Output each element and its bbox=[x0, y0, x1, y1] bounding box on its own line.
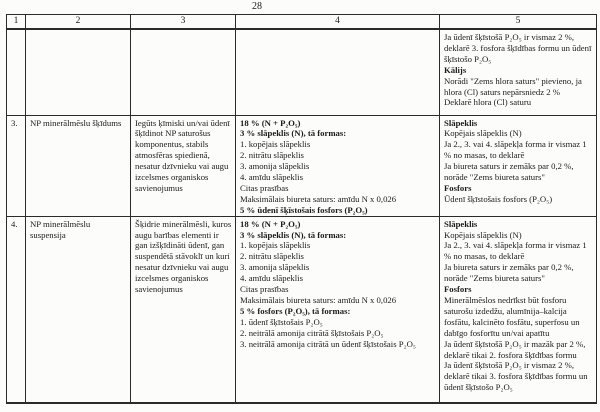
cell-text-line: Ja ūdenī šķīstošā P₂O₅ ir vismaz 2 %, deklarē 3. fosfora šķīdības formu un ūdenī šķīstošo P₂O₅ bbox=[444, 32, 592, 64]
fertilizer-types-table bbox=[6, 30, 597, 404]
cell-text-line: 3 % slāpeklis (N), tā formas: bbox=[240, 229, 347, 240]
cell-text-line: Ja 2., 3. vai 4. slāpekļa forma ir vismaz 1 % no masas, to deklarē bbox=[444, 240, 587, 262]
cell-text-line: 1. ūdenī šķīstošais P₂O₅ bbox=[240, 316, 323, 327]
cell-declaration bbox=[440, 30, 597, 115]
cell-requirements bbox=[236, 216, 440, 403]
cell-description: Šķidrie minerālmēsli, kuros augu barības elementi ir gan izšķīdināti ūdenī, gan suspendētā stāvoklī un kuri nesatur dzīvnieku vai augu izcelsmes organiskos savienojumus bbox=[131, 216, 236, 403]
cell-text-line: 2. nitrātu slāpeklis bbox=[240, 251, 304, 262]
cell-requirements bbox=[236, 30, 440, 115]
cell-row-number: 3. bbox=[7, 115, 26, 216]
cell-text-line: Minerālmēslos nedrīkst būt fosforu saturošu izdedžu, alumīnija–kalcija fosfātu, kalcinēto fosfātu, superfosu un dabīgo fosforītu un/vai apatītu bbox=[444, 295, 580, 338]
cell-text-line: Slāpeklis bbox=[444, 218, 478, 229]
table-row-3 bbox=[7, 115, 597, 216]
cell-type-name: NP minerālmēslu suspensija bbox=[26, 216, 131, 403]
cell-text-line: 5 % ūdenī šķīstošais fosfors (P₂O₅) bbox=[240, 204, 368, 215]
cell-text-line: 18 % (N + P₂O₅) bbox=[240, 218, 301, 229]
cell-text-line: Ja ūdenī šķīstošā P₂O₅ ir mazāk par 2 %, deklarē tikai 2. fosfora šķīdības formu bbox=[444, 338, 586, 360]
cell-declaration bbox=[440, 216, 597, 403]
cell-lines bbox=[240, 219, 436, 350]
cell-text-line: 3. amonija slāpeklis bbox=[240, 161, 310, 172]
cell-type-name bbox=[26, 30, 131, 115]
cell-text-line: Ja biureta saturs ir zemāks par 0,2 %, norāde "Zems biureta saturs" bbox=[444, 262, 574, 284]
cell-text-line: Citas prasības bbox=[240, 284, 289, 295]
cell-text-line: Ja 2., 3. vai 4. slāpekļa forma ir vismaz 1 % no masas, to deklarē bbox=[444, 139, 587, 161]
cell-text-line: Norādi "Zems hlora saturs" pievieno, ja hlora (Cl) saturs nepārsniedz 2 % bbox=[444, 75, 582, 97]
page-number: 28 bbox=[252, 1, 262, 12]
cell-text-line: 3 % slāpeklis (N), tā formas: bbox=[240, 128, 347, 139]
header-row bbox=[7, 15, 597, 30]
cell-type-name: NP minerālmēslu šķīdums bbox=[26, 115, 131, 216]
cell-text-line: Kālijs bbox=[444, 64, 467, 75]
table-row-continuation bbox=[7, 30, 597, 115]
cell-text-line: 2. nitrātu slāpeklis bbox=[240, 150, 304, 161]
cell-text-line: Slāpeklis bbox=[444, 117, 478, 128]
cell-description: Iegūts ķīmiski un/vai ūdenī šķīdinot NP saturošus komponentus, stabils atmosfēras spiedienā, nesatur dzīvnieku vai augu izcelsmes organiskos savienojumus bbox=[131, 115, 236, 216]
cell-declaration bbox=[440, 115, 597, 216]
cell-text-line: Citas prasības bbox=[240, 182, 289, 193]
cell-text-line: Fosfors bbox=[444, 182, 472, 193]
column-number-header-row bbox=[6, 14, 597, 30]
cell-text-line: 3. amonija slāpeklis bbox=[240, 262, 310, 273]
cell-text-line: Kopējais slāpeklis (N) bbox=[444, 128, 522, 139]
cell-text-line: 18 % (N + P₂O₅) bbox=[240, 117, 301, 128]
cell-lines bbox=[240, 118, 436, 216]
cell-text-line: Ūdenī šķīstošais fosfors (P₂O₅) bbox=[444, 193, 553, 204]
column-header-1: 1 bbox=[7, 15, 26, 30]
cell-lines bbox=[444, 32, 593, 108]
cell-text-line: 2. neitrālā amonija citrātā šķīstošais P₂O₅ bbox=[240, 327, 384, 338]
cell-text-line: Deklarē hlora (Cl) saturu bbox=[444, 97, 532, 108]
column-header-5: 5 bbox=[440, 15, 597, 30]
cell-lines bbox=[444, 219, 593, 394]
cell-text-line: 5 % fosfors (P₂O₅), tā formas: bbox=[240, 305, 351, 316]
column-header-3: 3 bbox=[131, 15, 236, 30]
cell-lines bbox=[444, 118, 593, 205]
cell-text-line: Fosfors bbox=[444, 284, 472, 295]
cell-text-line: Ja biureta saturs ir zemāks par 0,2 %, norāde "Zems biureta saturs" bbox=[444, 161, 574, 183]
cell-row-number: 4. bbox=[7, 216, 26, 403]
cell-text-line: 1. kopējais slāpeklis bbox=[240, 139, 311, 150]
cell-row-number bbox=[7, 30, 26, 115]
cell-text-line: Kopējais slāpeklis (N) bbox=[444, 229, 522, 240]
cell-text-line: Ja ūdenī šķīstošā P₂O₅ ir vismaz 2 %, deklarē tikai 3. fosfora šķīdības formu un ūdenī šķīstošo P₂O₅ bbox=[444, 360, 588, 393]
column-header-4: 4 bbox=[236, 15, 440, 30]
cell-text-line: Maksimālais biureta saturs: amīdu N x 0,026 bbox=[240, 193, 397, 204]
cell-text-line: 4. amīdu slāpeklis bbox=[240, 273, 303, 284]
table-row-4 bbox=[7, 216, 597, 403]
cell-text-line: 4. amīdu slāpeklis bbox=[240, 172, 303, 183]
cell-text-line: Maksimālais biureta saturs: amīdu N x 0,026 bbox=[240, 295, 397, 305]
cell-description bbox=[131, 30, 236, 115]
column-header-2: 2 bbox=[26, 15, 131, 30]
cell-requirements bbox=[236, 115, 440, 216]
cell-text-line: 3. neitrālā amonija citrātā un ūdenī šķīstošais P₂O₅ bbox=[240, 338, 416, 349]
cell-text-line: 1. kopējais slāpeklis bbox=[240, 240, 311, 251]
